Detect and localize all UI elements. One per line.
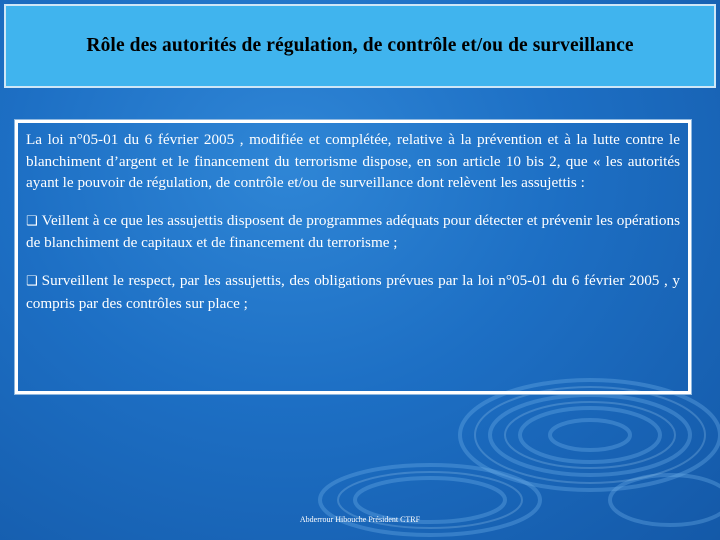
bullet-text-2: Surveillent le respect, par les assujettis, des obligations prévues par la loi n°05-01 du 6 février 2005 , y compris par des contrôles sur place ; (26, 271, 680, 312)
slide-content-box (15, 120, 691, 394)
checkbox-bullet-icon: ❑ (26, 273, 38, 289)
bullet-item-1 (26, 210, 680, 254)
slide-title: Rôle des autorités de régulation, de contrôle et/ou de surveillance (86, 35, 634, 56)
checkbox-bullet-icon: ❑ (26, 213, 38, 229)
bullet-item-2 (26, 270, 680, 314)
intro-paragraph: La loi n°05-01 du 6 février 2005 , modifiée et complétée, relative à la prévention et à la lutte contre le blanchiment d’argent et le financement du terrorisme dispose, en son article 10 bis 2, que « les autorités ayant le pouvoir de régulation, de contrôle et/ou de surveillance dont relèvent les assujettis : (26, 131, 680, 192)
slide-footer: Abderrour Hibouche Président CTRF (299, 515, 421, 524)
bullet-text-1: Veillent à ce que les assujettis disposent de programmes adéquats pour détecter et prévenir les opérations de blanchiment de capitaux et de financement du terrorisme ; (26, 211, 680, 252)
slide-title-banner (4, 4, 716, 88)
